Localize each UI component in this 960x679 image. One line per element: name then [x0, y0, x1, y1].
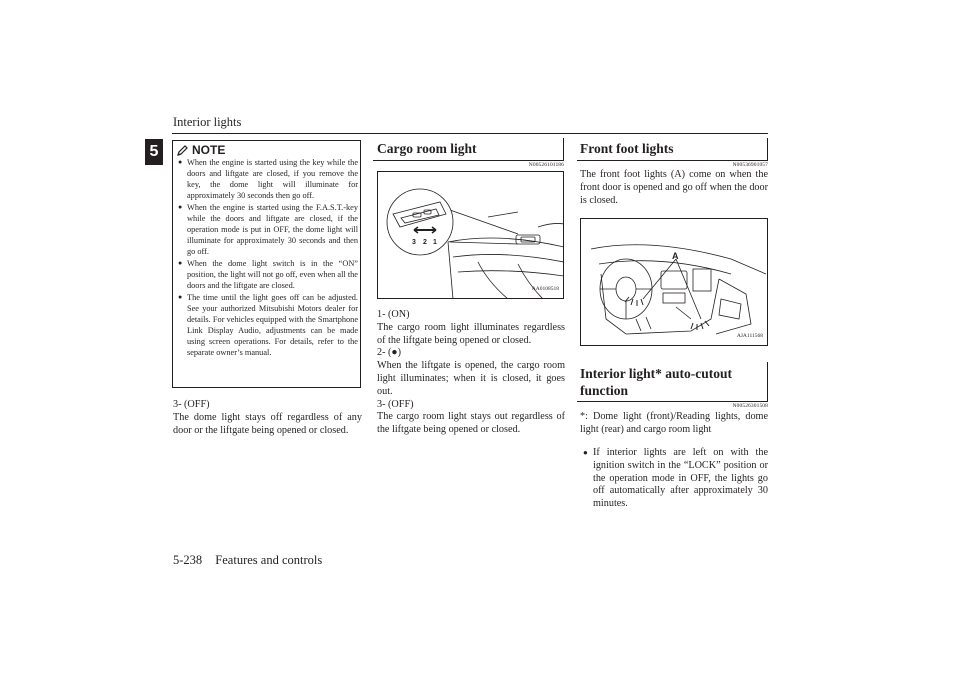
cargo-light-illustration [378, 172, 564, 299]
cargo-figure-id: AA0108518 [531, 286, 559, 292]
page-footer [173, 553, 332, 568]
page-number: 5-238 [173, 553, 203, 567]
front-foot-figure-id: AJA111568 [736, 333, 763, 339]
cargo-item-label: 1- (ON) [377, 309, 410, 320]
cargo-items [377, 309, 565, 437]
note-item: ● When the engine is started using the F.A.S.T.-key while the doors and liftgate are closed, if the operation mode is put in OFF, the dome light will illuminate for approximately 30 seconds and then go off. [178, 202, 358, 257]
figure-number-2: 2 [423, 239, 427, 246]
footer-section: Features and controls [215, 553, 323, 567]
autocut-section-title [580, 365, 732, 399]
autocut-title-rule [577, 401, 768, 402]
note-item: ● The time until the light goes off can be adjusted. See your authorized Mitsubishi Motors dealer for details. For vehicles equipped with the Smartphone Link Display Audio, adjustments can be made using screen operations. For details, refer to the separate owner’s manual. [178, 292, 358, 359]
cargo-item-text: The cargo room light stays out regardless of the liftgate being opened or closed. [377, 411, 565, 436]
note-label [176, 143, 225, 157]
front-foot-text: The front foot lights (A) come on when the front door is opened and go off when the door is closed. [580, 169, 768, 206]
note-list [178, 157, 358, 359]
figure-label-a: A [672, 251, 679, 261]
cargo-light-figure [377, 171, 564, 299]
cargo-item-label: 2- (●) [377, 347, 401, 359]
front-foot-title-rule-right [767, 138, 768, 160]
cargo-item-text: The cargo room light illuminates regardless of the liftgate being opened or closed. [377, 321, 565, 346]
dome-off-text: The dome light stays off regardless of any door or the liftgate being opened or closed. [173, 411, 362, 436]
front-foot-title-rule [577, 160, 768, 161]
autocut-footnote: *: Dome light (front)/Reading lights, dome light (rear) and cargo room light [580, 411, 768, 435]
figure-number-1: 1 [433, 239, 437, 246]
chapter-tab: 5 [145, 139, 163, 165]
dome-off-label: 3- (OFF) [173, 399, 210, 410]
note-item: ● When the engine is started using the key while the doors and liftgate are closed, if you remove the key, the dome light will illuminate for approximately 30 seconds then go off. [178, 157, 358, 201]
cargo-title-rule-right [563, 138, 564, 160]
autocut-section-code: N00526301508 [732, 403, 768, 409]
front-foot-illustration [581, 219, 768, 346]
front-foot-section-code: N00536901057 [732, 162, 768, 168]
cargo-section-title: Cargo room light [377, 141, 477, 156]
cargo-title-rule [373, 160, 564, 161]
cargo-item-text: When the liftgate is opened, the cargo room light illuminates; when it is closed, it goes out. [377, 360, 565, 397]
cargo-section-code: N00526101186 [528, 162, 564, 168]
cargo-item-label: 3- (OFF) [377, 398, 414, 410]
front-foot-section-title: Front foot lights [580, 141, 674, 156]
page-header-title: Interior lights [173, 115, 242, 129]
autocut-title-rule-right [767, 362, 768, 401]
figure-number-3: 3 [412, 239, 416, 246]
header-rule [172, 133, 768, 134]
dome-off-block [173, 399, 362, 437]
autocut-title-line1: Interior light* auto-cutout [580, 366, 732, 381]
autocut-title-line2: function [580, 383, 629, 398]
front-foot-figure [580, 218, 768, 346]
note-pencil-icon [176, 144, 189, 157]
autocut-bullet: ● If interior lights are left on with the ignition switch in the “LOCK” position or the operation mode in OFF, the lights go off automatically after approximately 30 minutes. [583, 447, 768, 511]
note-item: ● When the dome light switch is in the “ON” position, the light will not go off, even when all the doors and the liftgate are closed. [178, 258, 358, 291]
note-label-text: NOTE [192, 143, 226, 157]
